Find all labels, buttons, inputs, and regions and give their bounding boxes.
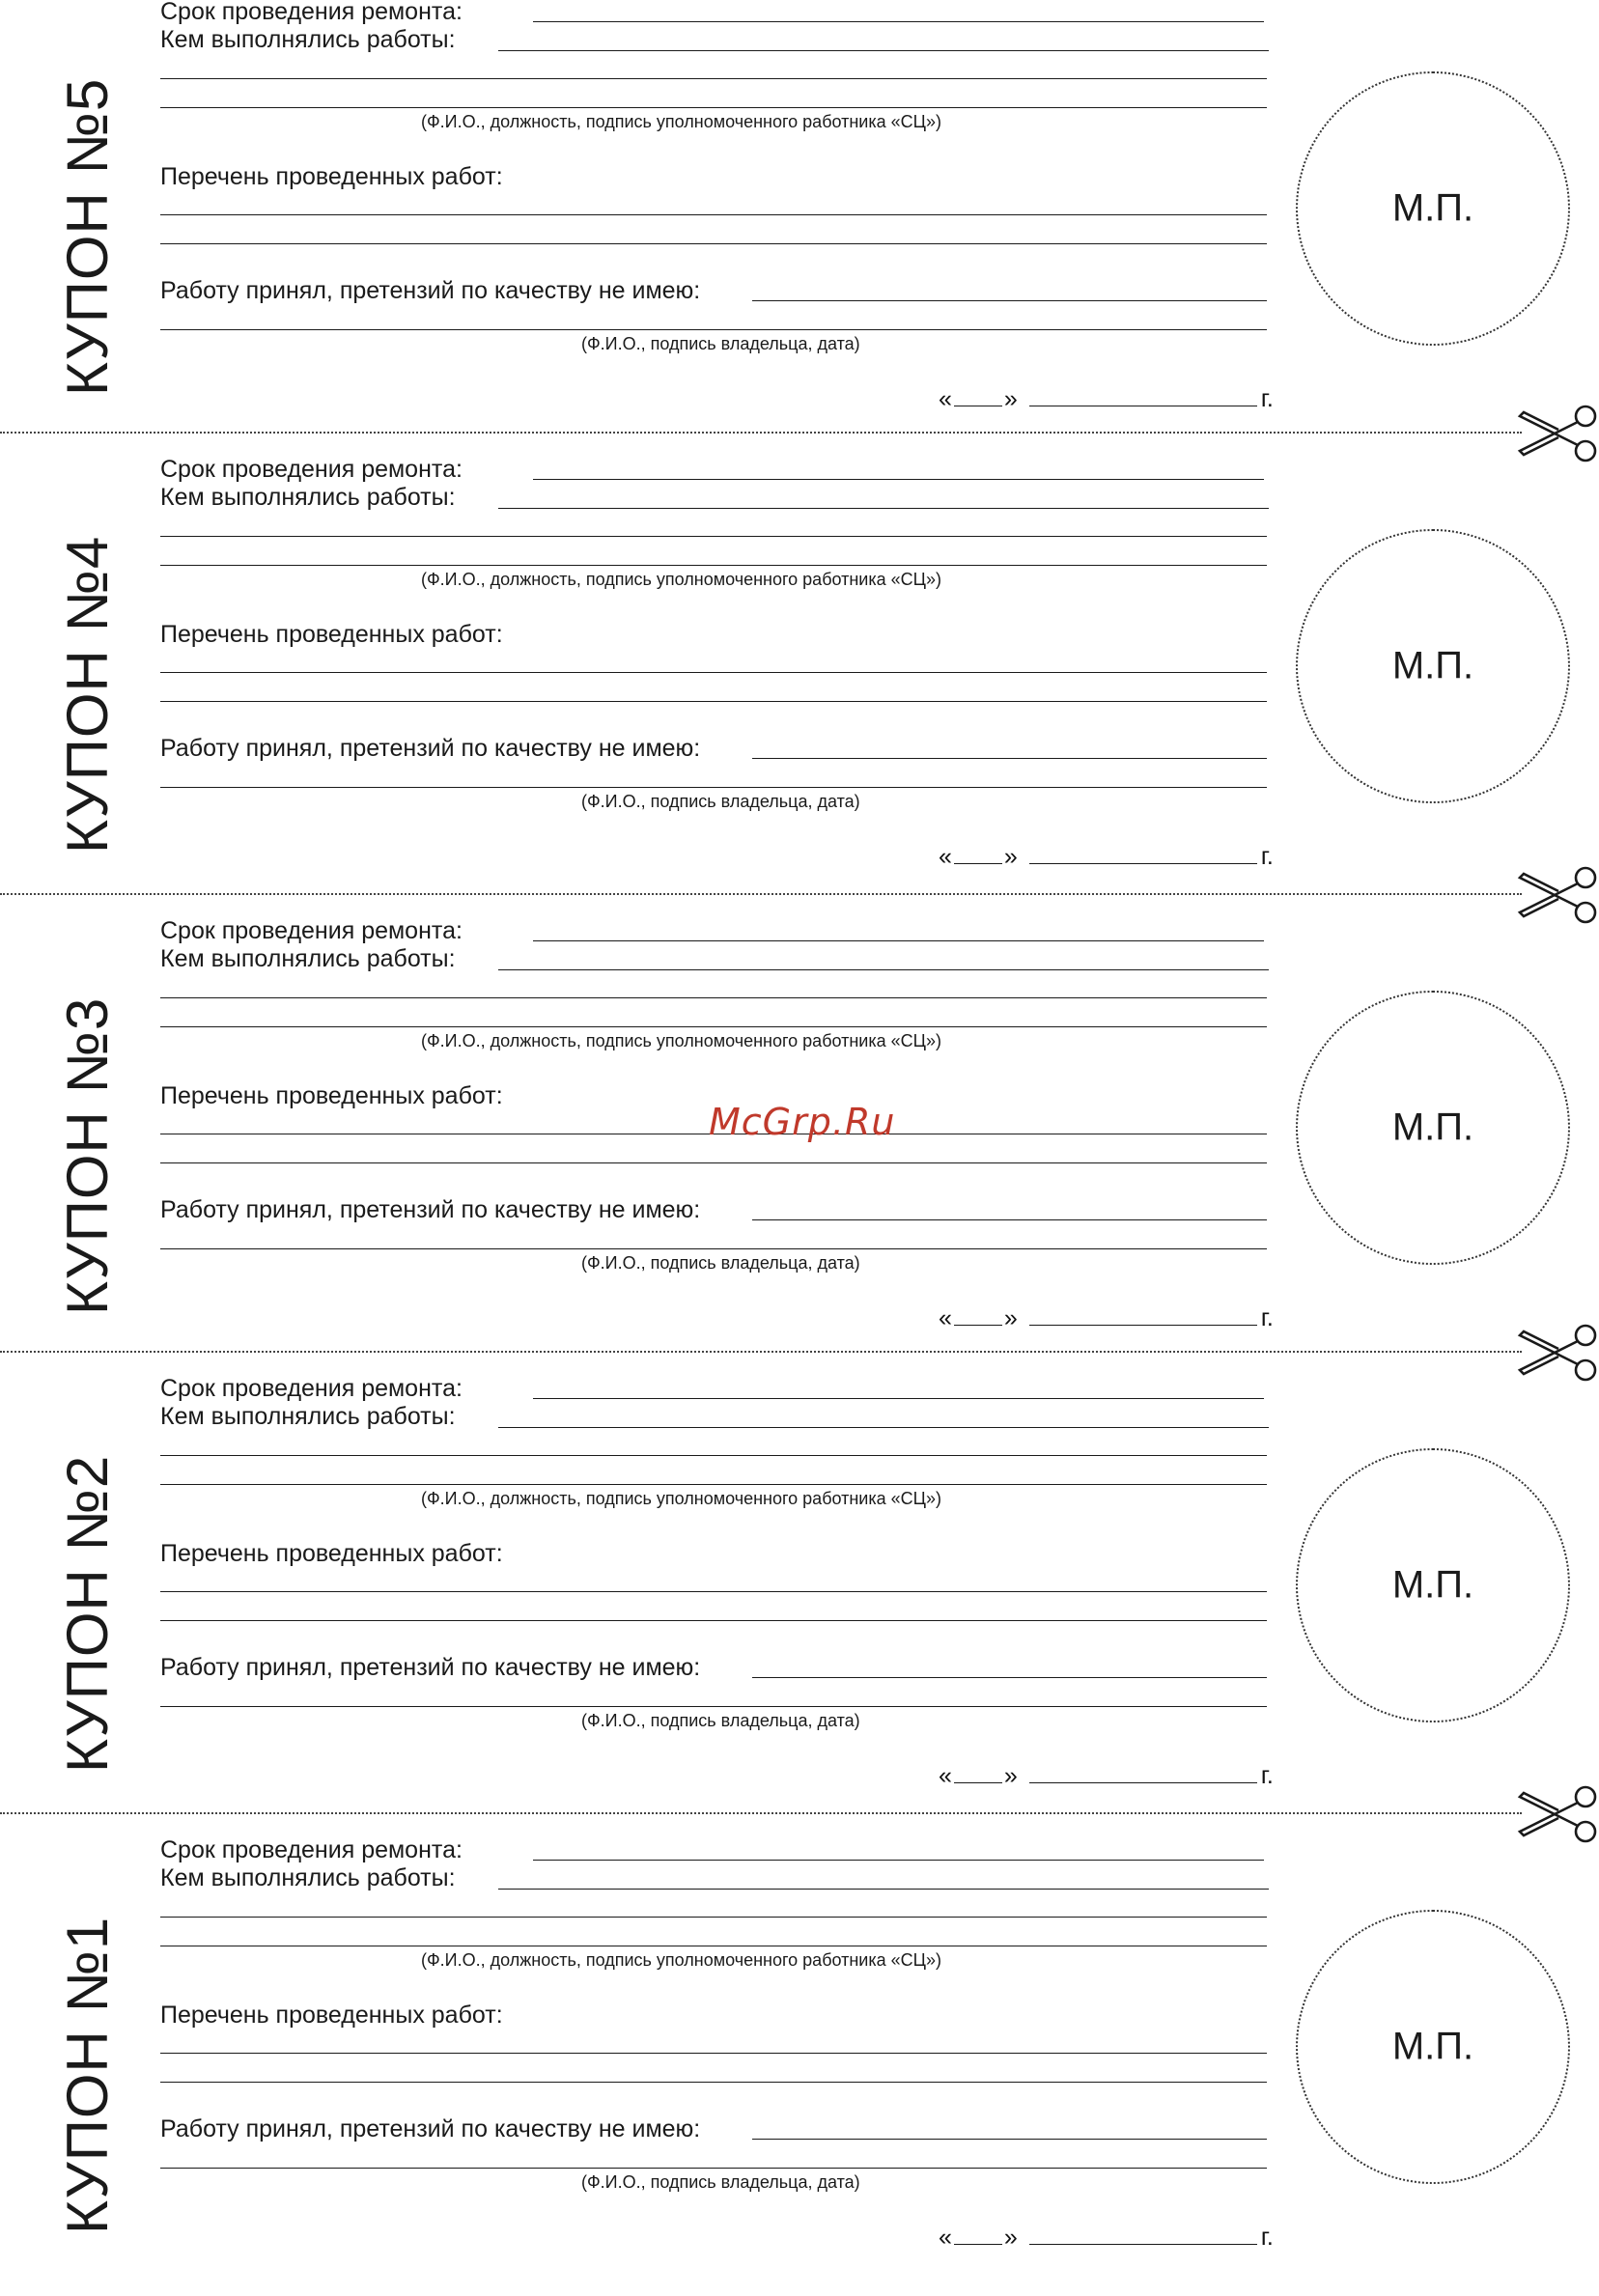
works-list-line-1[interactable] [160, 2053, 1267, 2054]
coupon-title: КУПОН №2 [55, 1454, 120, 1773]
accepted-label: Работу принял, претензий по качеству не имею: [160, 1196, 701, 1223]
coupon-title-box [54, 929, 122, 1315]
owner-caption: (Ф.И.О., подпись владельца, дата) [581, 334, 860, 353]
scissors-icon [1514, 864, 1599, 926]
performed-by-label: Кем выполнялись работы: [160, 26, 456, 53]
works-list-line-2[interactable] [160, 701, 1267, 702]
performer-caption: (Ф.И.О., должность, подпись уполномоченного работника «СЦ») [421, 1489, 941, 1508]
performer-caption: (Ф.И.О., должность, подпись уполномоченного работника «СЦ») [421, 1950, 941, 1970]
accepted-label: Работу принял, претензий по качеству не имею: [160, 1654, 701, 1681]
performed-by-line-3[interactable] [160, 1026, 1267, 1027]
accepted-line-2[interactable] [160, 2168, 1267, 2169]
performed-by-line-2[interactable] [160, 78, 1267, 79]
repair-term-line[interactable] [533, 940, 1264, 941]
performed-by-line[interactable] [498, 508, 1269, 509]
accepted-line-2[interactable] [160, 1248, 1267, 1249]
date-month-line[interactable] [1029, 846, 1257, 864]
accepted-line[interactable] [752, 758, 1267, 759]
date-close-quote: » [1003, 385, 1018, 412]
date-year-suffix: г. [1260, 1762, 1274, 1789]
stamp-circle [1296, 529, 1570, 803]
accepted-line[interactable] [752, 1677, 1267, 1678]
stamp-circle [1296, 991, 1570, 1265]
works-list-line-2[interactable] [160, 1620, 1267, 1621]
performed-by-line[interactable] [498, 1889, 1269, 1890]
watermark: McGrp.Ru [709, 1101, 896, 1143]
accepted-line[interactable] [752, 2139, 1267, 2140]
coupon-4 [0, 458, 1599, 915]
date-close-quote: » [1003, 843, 1018, 870]
accepted-line[interactable] [752, 300, 1267, 301]
stamp-circle [1296, 1910, 1570, 2184]
stamp-circle [1296, 1448, 1570, 1722]
date-day-line[interactable] [954, 1307, 1002, 1326]
cut-line [0, 432, 1522, 434]
repair-term-label: Срок проведения ремонта: [160, 1375, 463, 1402]
coupon-title-box [54, 1386, 122, 1773]
stamp-label: М.П. [1391, 1106, 1474, 1149]
performed-by-label: Кем выполнялись работы: [160, 945, 456, 972]
repair-term-line[interactable] [533, 1860, 1264, 1861]
coupon-title-box [54, 10, 122, 396]
works-list-line-1[interactable] [160, 1591, 1267, 1592]
date-day-line[interactable] [954, 1765, 1002, 1783]
date-day-line[interactable] [954, 2226, 1002, 2245]
works-list-label: Перечень проведенных работ: [160, 163, 503, 190]
performer-caption: (Ф.И.О., должность, подпись уполномоченного работника «СЦ») [421, 112, 941, 131]
coupon-title-box [54, 467, 122, 854]
repair-term-label: Срок проведения ремонта: [160, 0, 463, 25]
scissors-icon [1514, 1322, 1599, 1384]
stamp-circle [1296, 71, 1570, 346]
date-close-quote: » [1003, 1762, 1018, 1789]
accepted-line[interactable] [752, 1219, 1267, 1220]
date-year-suffix: г. [1260, 2224, 1274, 2251]
performed-by-line-3[interactable] [160, 565, 1267, 566]
accepted-label: Работу принял, претензий по качеству не имею: [160, 735, 701, 762]
performed-by-line-2[interactable] [160, 997, 1267, 998]
date-day-line[interactable] [954, 846, 1002, 864]
date-field [939, 1762, 1274, 1790]
repair-term-line[interactable] [533, 21, 1264, 22]
date-year-suffix: г. [1260, 385, 1274, 412]
date-open-quote: « [939, 385, 952, 412]
scissors-icon [1514, 1783, 1599, 1845]
works-list-label: Перечень проведенных работ: [160, 1082, 503, 1109]
owner-caption: (Ф.И.О., подпись владельца, дата) [581, 1711, 860, 1730]
repair-term-label: Срок проведения ремонта: [160, 1836, 463, 1863]
performed-by-line-2[interactable] [160, 536, 1267, 537]
date-open-quote: « [939, 843, 952, 870]
coupon-title: КУПОН №1 [55, 1916, 120, 2234]
accepted-label: Работу принял, претензий по качеству не имею: [160, 277, 701, 304]
works-list-label: Перечень проведенных работ: [160, 2002, 503, 2029]
coupon-3 [0, 919, 1599, 1377]
date-open-quote: « [939, 1304, 952, 1331]
date-field [939, 385, 1274, 413]
coupon-title-box [54, 1848, 122, 2234]
performed-by-line-3[interactable] [160, 1484, 1267, 1485]
coupon-title: КУПОН №3 [55, 996, 120, 1315]
date-month-line[interactable] [1029, 388, 1257, 406]
stamp-label: М.П. [1391, 644, 1474, 687]
repair-term-line[interactable] [533, 1398, 1264, 1399]
cut-line [0, 893, 1522, 895]
accepted-label: Работу принял, претензий по качеству не имею: [160, 2115, 701, 2142]
coupon-1 [0, 1838, 1599, 2296]
accepted-line-2[interactable] [160, 787, 1267, 788]
date-field [939, 2224, 1274, 2252]
cut-line [0, 1351, 1522, 1353]
date-open-quote: « [939, 2224, 952, 2251]
works-list-line-2[interactable] [160, 243, 1267, 244]
stamp-label: М.П. [1391, 2025, 1474, 2068]
works-list-label: Перечень проведенных работ: [160, 1540, 503, 1567]
date-close-quote: » [1003, 1304, 1018, 1331]
repair-term-line[interactable] [533, 479, 1264, 480]
performed-by-line[interactable] [498, 50, 1269, 51]
repair-term-label: Срок проведения ремонта: [160, 456, 463, 483]
performed-by-line-2[interactable] [160, 1455, 1267, 1456]
date-close-quote: » [1003, 2224, 1018, 2251]
owner-caption: (Ф.И.О., подпись владельца, дата) [581, 1253, 860, 1273]
performed-by-line-3[interactable] [160, 107, 1267, 108]
stamp-label: М.П. [1391, 1563, 1474, 1607]
date-field [939, 843, 1274, 871]
coupon-5 [0, 0, 1599, 458]
performer-caption: (Ф.И.О., должность, подпись уполномоченного работника «СЦ») [421, 1031, 941, 1050]
repair-term-label: Срок проведения ремонта: [160, 917, 463, 944]
date-month-line[interactable] [1029, 1307, 1257, 1326]
accepted-line-2[interactable] [160, 329, 1267, 330]
stamp-label: М.П. [1391, 186, 1474, 230]
coupon-title: КУПОН №4 [55, 535, 120, 854]
coupon-title: КУПОН №5 [55, 77, 120, 396]
performed-by-line[interactable] [498, 969, 1269, 970]
performed-by-label: Кем выполнялись работы: [160, 484, 456, 511]
date-field [939, 1304, 1274, 1332]
works-list-line-1[interactable] [160, 672, 1267, 673]
owner-caption: (Ф.И.О., подпись владельца, дата) [581, 792, 860, 811]
date-month-line[interactable] [1029, 1765, 1257, 1783]
date-year-suffix: г. [1260, 843, 1274, 870]
date-open-quote: « [939, 1762, 952, 1789]
accepted-line-2[interactable] [160, 1706, 1267, 1707]
coupon-2 [0, 1377, 1599, 1834]
works-list-line-2[interactable] [160, 1162, 1267, 1163]
date-day-line[interactable] [954, 388, 1002, 406]
works-list-label: Перечень проведенных работ: [160, 621, 503, 648]
performed-by-label: Кем выполнялись работы: [160, 1403, 456, 1430]
owner-caption: (Ф.И.О., подпись владельца, дата) [581, 2172, 860, 2192]
performed-by-label: Кем выполнялись работы: [160, 1864, 456, 1891]
performed-by-line[interactable] [498, 1427, 1269, 1428]
performed-by-line-2[interactable] [160, 1917, 1267, 1918]
performer-caption: (Ф.И.О., должность, подпись уполномоченного работника «СЦ») [421, 570, 941, 589]
date-year-suffix: г. [1260, 1304, 1274, 1331]
scissors-icon [1514, 403, 1599, 464]
works-list-line-1[interactable] [160, 214, 1267, 215]
works-list-line-2[interactable] [160, 2082, 1267, 2083]
cut-line [0, 1812, 1522, 1814]
date-month-line[interactable] [1029, 2226, 1257, 2245]
